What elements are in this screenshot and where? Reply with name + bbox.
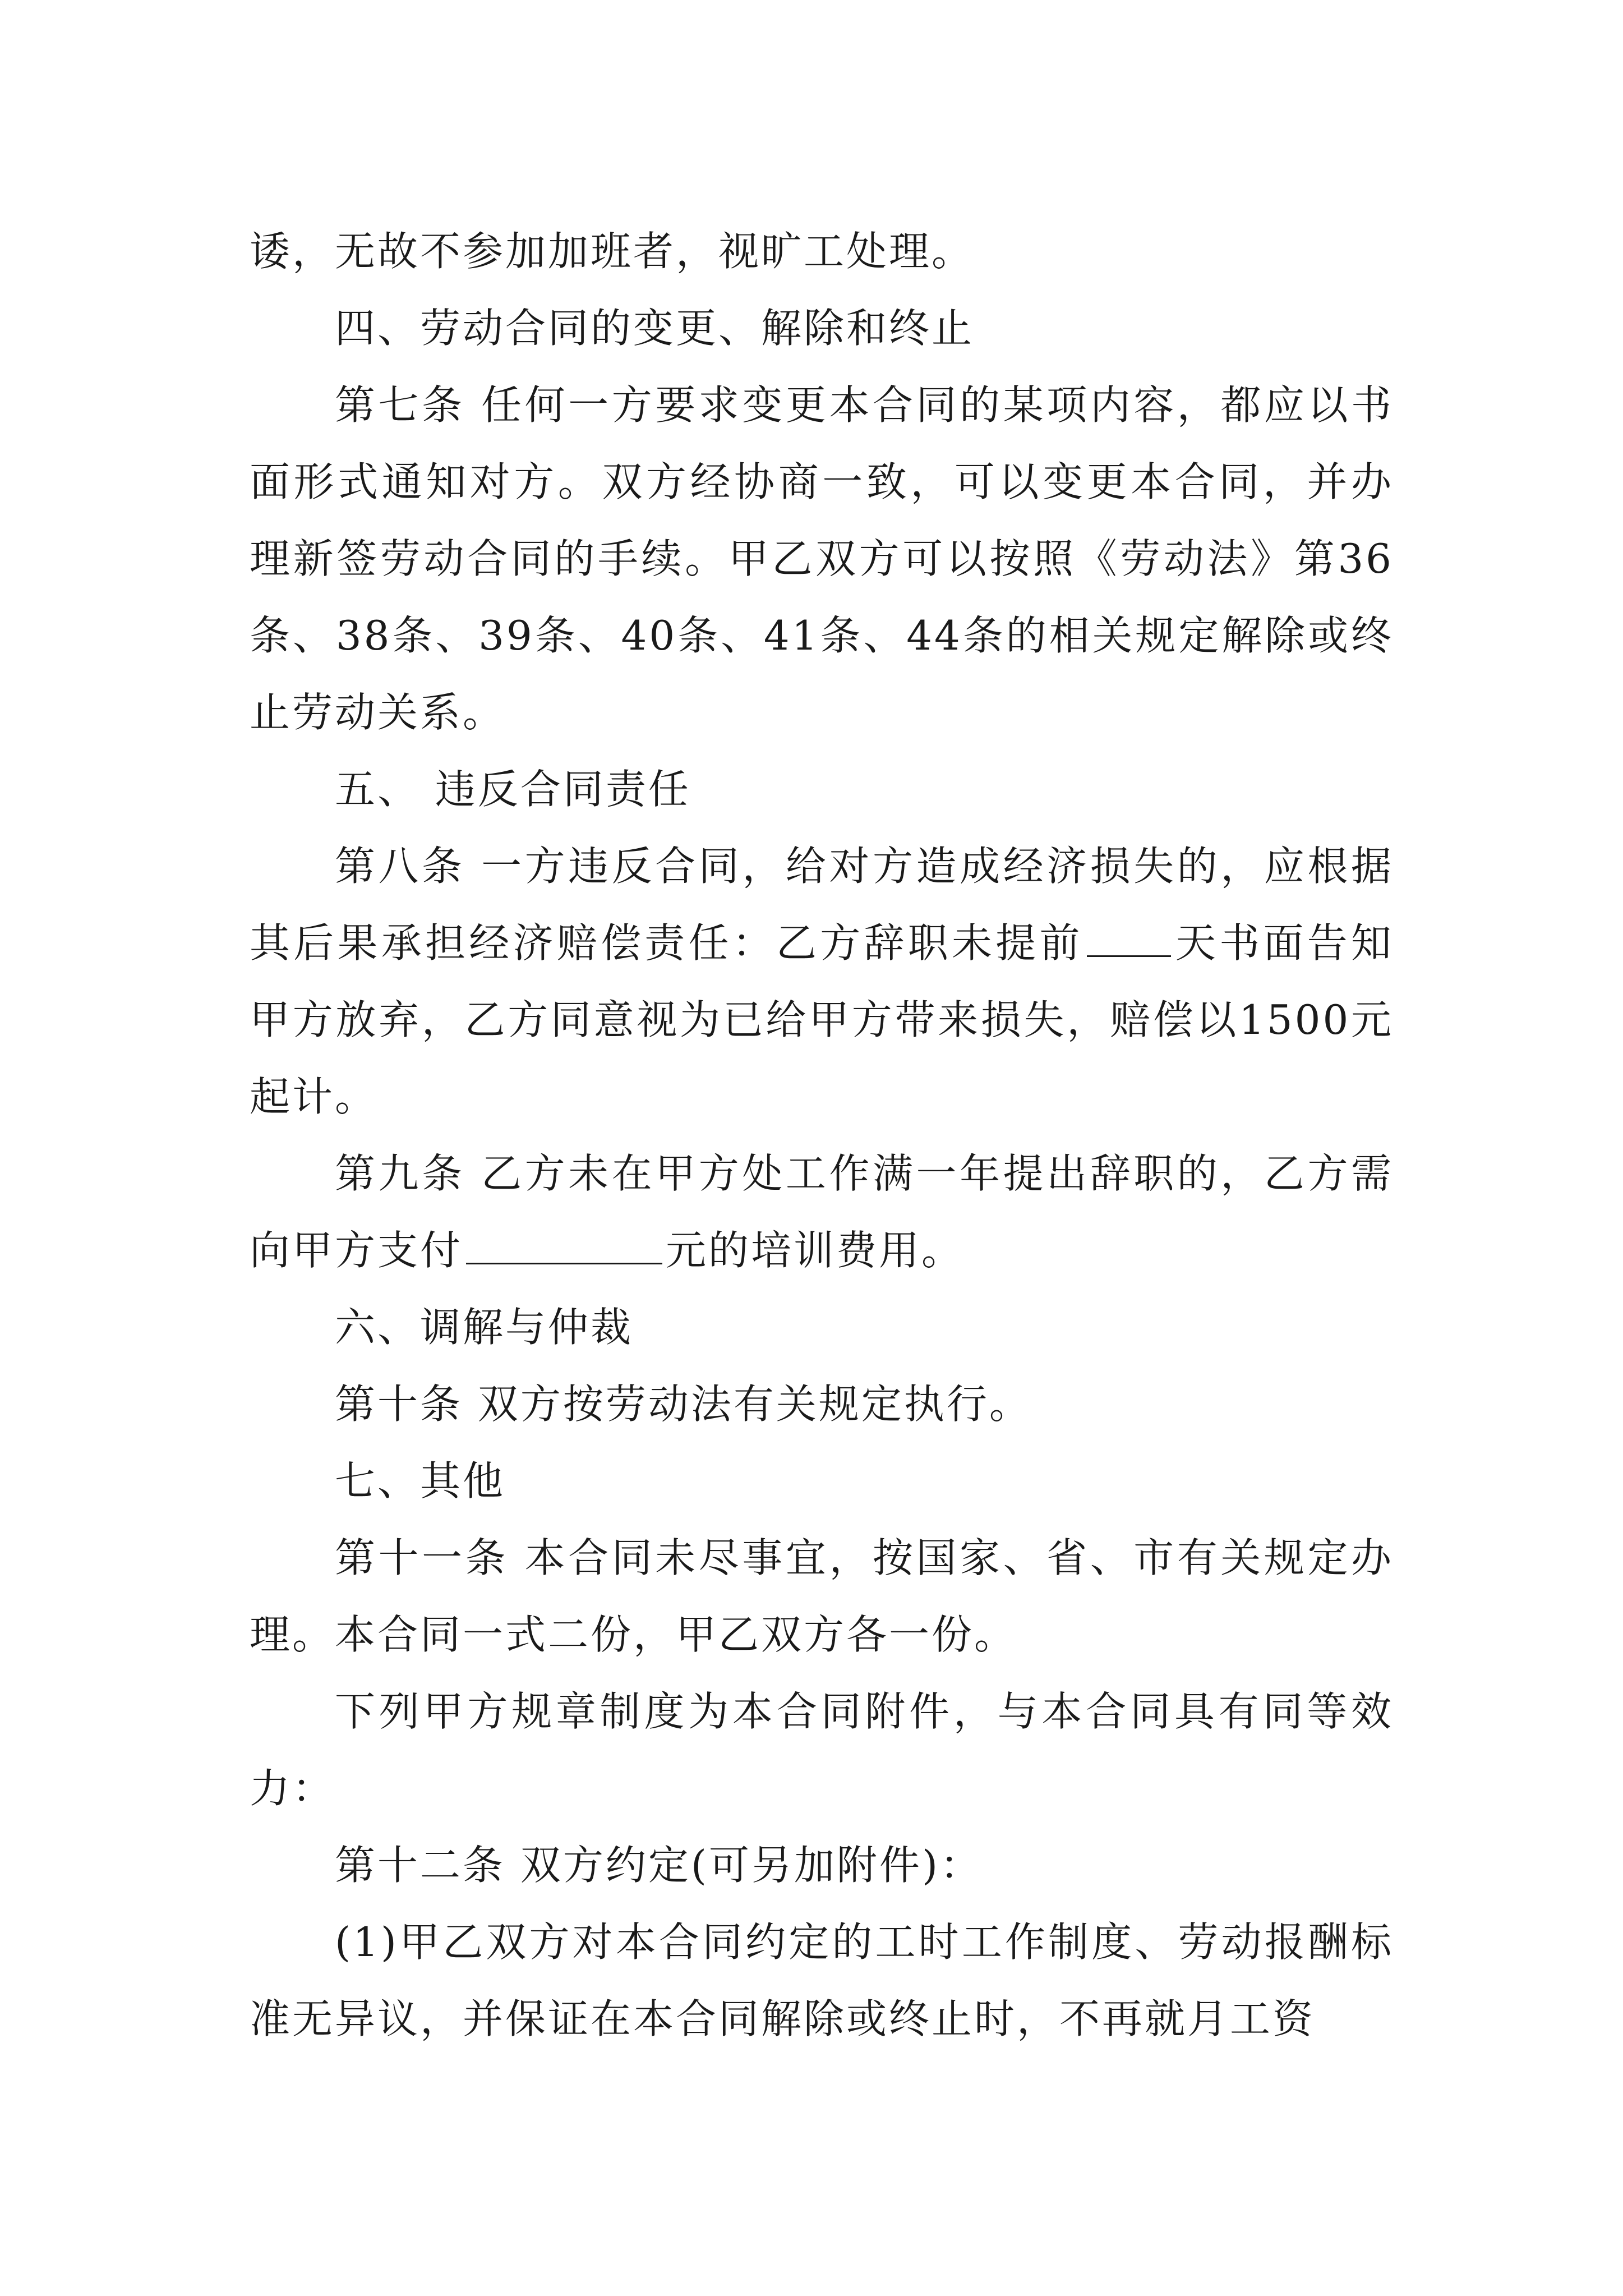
article-10: 第十条 双方按劳动法有关规定执行。	[335, 1381, 1032, 1428]
section-heading-5: 五、 违反合同责任	[335, 766, 691, 813]
annex-statement: 下列甲方规章制度为本合同附件，与本合同具有同等效力：	[250, 1688, 1394, 1812]
article-7: 第七条 任何一方要求变更本合同的某项内容，都应以书面形式通知对方。双方经协商一致，可以变更本合同，并办理新签劳动合同的手续。甲乙双方可以按照《劳动法》第36条、38条、39条、40条、41条、44条的相关规定解除或终止劳动关系。	[250, 381, 1394, 736]
article-8-text-after: 天书面告知甲方放弃，乙方同意视为已给甲方带来损失，赔偿以1500元起计。	[250, 919, 1394, 1120]
article-8-text-before: 第八条 一方违反合同，给对方造成经济损失的，应根据其后果承担经济赔偿责任：乙方辞职未提前	[250, 843, 1394, 967]
article-11: 第十一条 本合同未尽事宜，按国家、省、市有关规定办理。本合同一式二份，甲乙双方各一份。	[250, 1534, 1394, 1658]
section-heading-4: 四、劳动合同的变更、解除和终止	[335, 305, 975, 352]
article-12-item-1: (1)甲乙双方对本合同约定的工时工作制度、劳动报酬标准无异议，并保证在本合同解除或终止时，不再就月工资	[250, 1918, 1394, 2042]
article-9-text-before: 第九条 乙方未在甲方处工作满一年提出辞职的，乙方需向甲方支付	[250, 1150, 1394, 1274]
section-heading-6: 六、调解与仲裁	[335, 1304, 634, 1351]
article-9-text-after: 元的培训费用。	[666, 1227, 965, 1274]
article-9	[250, 1135, 1394, 1289]
section-heading-7: 七、其他	[335, 1457, 506, 1504]
fill-in-blank-days	[1087, 921, 1171, 957]
paragraph-continuation: 诿，无故不参加加班者，视旷工处理。	[250, 228, 975, 275]
document-body	[250, 213, 1394, 2058]
article-12: 第十二条 双方约定(可另加附件)：	[335, 1842, 983, 1889]
article-8	[250, 828, 1394, 1135]
fill-in-blank-amount	[466, 1228, 662, 1264]
